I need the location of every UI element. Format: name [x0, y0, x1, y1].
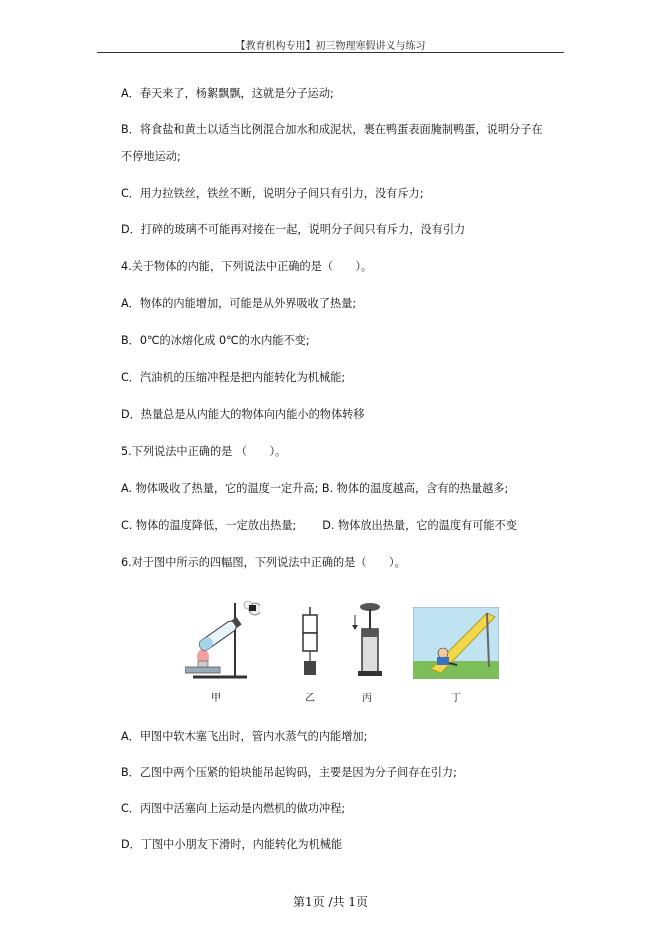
question-4: 4.关于物体的内能，下列说法中正确的是（ ）。	[121, 260, 373, 273]
piston-cylinder-image	[350, 601, 384, 679]
option-d-q4: D．热量总是从内能大的物体向内能小的物体转移	[121, 408, 365, 421]
four-panel-figure	[185, 597, 505, 707]
option-a-q4: A．物体的内能增加，可能是从外界吸收了热量;	[121, 297, 357, 310]
question-6: 6.对于图中所示的四幅图，下列说法中正确的是（ ）。	[121, 556, 406, 569]
option-a-q3: A．春天来了，杨絮飘飘，这就是分子运动;	[121, 87, 334, 100]
question-5: 5.下列说法中正确的是 （ ）。	[121, 445, 287, 458]
caption-ding: 丁	[451, 693, 461, 704]
page-footer: 第1页 /共 1页	[293, 895, 368, 909]
option-b-q3-cont: 不停地运动;	[121, 150, 181, 163]
option-b-q4: B．0℃的冰熔化成 0℃的水内能不变;	[121, 334, 310, 347]
option-c-q3: C．用力拉铁丝，铁丝不断，说明分子间只有引力，没有斥力;	[121, 187, 424, 200]
header-rule	[97, 52, 564, 53]
child-on-slide-image	[413, 607, 499, 679]
option-b-q3: B．将食盐和黄土以适当比例混合加水和成泥状，裹在鸭蛋表面腌制鸭蛋，说明分子在	[121, 123, 543, 136]
options-cd-q5: C. 物体的温度降低，一定放出热量; D. 物体放出热量，它的温度有可能不变	[121, 519, 517, 532]
caption-bing: 丙	[362, 693, 372, 704]
test-tube-apparatus-image	[185, 597, 260, 687]
option-a-q6: A．甲图中软木塞飞出时，管内水蒸气的内能增加;	[121, 730, 368, 743]
options-ab-q5: A. 物体吸收了热量，它的温度一定升高; B. 物体的温度越高，含有的热量越多;	[121, 482, 509, 495]
option-c-q6: C．丙图中活塞向上运动是内燃机的做功冲程;	[121, 802, 346, 815]
caption-yi: 乙	[305, 693, 315, 704]
page-header: 【教育机构专用】初三物理寒假讲义与练习	[235, 41, 426, 52]
option-b-q6: B．乙图中两个压紧的铅块能吊起钩码，主要是因为分子间存在引力;	[121, 766, 457, 779]
lead-blocks-image	[295, 607, 325, 679]
option-d-q6: D．丁图中小朋友下滑时，内能转化为机械能	[121, 838, 343, 851]
option-c-q4: C．汽油机的压缩冲程是把内能转化为机械能;	[121, 371, 346, 384]
option-d-q3: D．打碎的玻璃不可能再对接在一起，说明分子间只有斥力，没有引力	[121, 223, 466, 236]
caption-jia: 甲	[211, 693, 221, 704]
